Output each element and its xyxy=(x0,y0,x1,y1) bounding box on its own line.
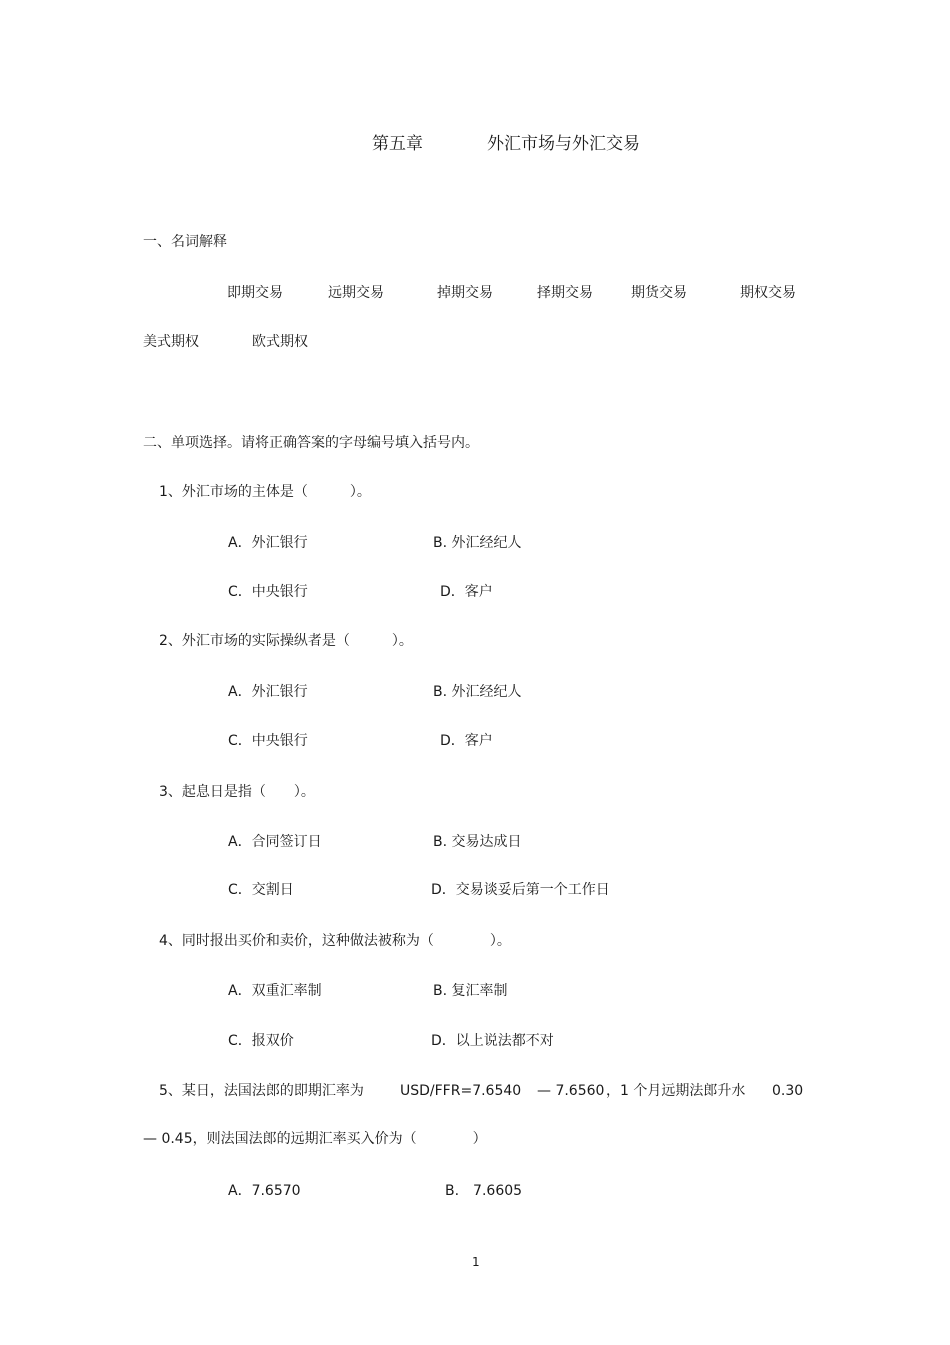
question-5-exchange-rate: USD/FFR=7.6540 xyxy=(400,1083,522,1099)
question-4-stem: 4、同时报出买价和卖价，这种做法被称为（ ）。 xyxy=(159,933,511,949)
question-3-option-c: C．交割日 xyxy=(228,882,294,898)
chapter-number: 第五章 xyxy=(372,134,423,154)
term-futures-trading: 期货交易 xyxy=(631,285,687,301)
question-4-option-a: A．双重汇率制 xyxy=(228,983,322,999)
term-forward-trading: 远期交易 xyxy=(328,285,384,301)
term-european-option: 欧式期权 xyxy=(252,334,308,350)
section2-heading: 二、单项选择。请将正确答案的字母编号填入括号内。 xyxy=(143,435,479,451)
term-swap-trading: 掉期交易 xyxy=(437,285,493,301)
question-5-stem-part-1: 5、某日，法国法郎的即期汇率为 xyxy=(159,1083,364,1099)
term-options-trading: 期权交易 xyxy=(740,285,796,301)
question-2-option-c: C．中央银行 xyxy=(228,733,308,749)
question-5-premium: 0.30 xyxy=(772,1083,804,1099)
question-3-option-b: B. 交易达成日 xyxy=(433,834,522,850)
question-5-stem-part-2: ，1 个月远期法郎升水 xyxy=(606,1083,746,1099)
question-5-exchange-rate-ask: — 7.6560 xyxy=(537,1083,605,1099)
question-5-option-a: A．7.6570 xyxy=(228,1183,301,1199)
question-2-stem: 2、外汇市场的实际操纵者是（ ）。 xyxy=(159,633,413,649)
question-3-stem: 3、起息日是指（ ）。 xyxy=(159,784,315,800)
question-2-option-d: D．客户 xyxy=(440,733,493,749)
question-1-stem: 1、外汇市场的主体是（ ）。 xyxy=(159,484,371,500)
question-3-option-a: A．合同签订日 xyxy=(228,834,322,850)
page-number: 1 xyxy=(472,1255,480,1269)
question-1-option-b: B. 外汇经纪人 xyxy=(433,535,522,551)
question-2-option-b: B. 外汇经纪人 xyxy=(433,684,522,700)
question-5-option-b: B. 7.6605 xyxy=(445,1183,523,1199)
question-1-option-a: A．外汇银行 xyxy=(228,535,308,551)
question-1-option-c: C．中央银行 xyxy=(228,584,308,600)
question-2-option-a: A．外汇银行 xyxy=(228,684,308,700)
term-american-option: 美式期权 xyxy=(143,334,199,350)
chapter-title: 外汇市场与外汇交易 xyxy=(487,134,640,154)
question-1-option-d: D．客户 xyxy=(440,584,493,600)
term-option-date-trading: 择期交易 xyxy=(537,285,593,301)
section1-heading: 一、名词解释 xyxy=(143,234,227,250)
question-4-option-c: C．报双价 xyxy=(228,1033,294,1049)
question-4-option-b: B. 复汇率制 xyxy=(433,983,508,999)
term-spot-trading: 即期交易 xyxy=(227,285,283,301)
question-5-stem-line-2: — 0.45，则法国法郎的远期汇率买入价为（ ） xyxy=(143,1131,487,1147)
question-3-option-d: D．交易谈妥后第一个工作日 xyxy=(431,882,610,898)
question-4-option-d: D．以上说法都不对 xyxy=(431,1033,554,1049)
